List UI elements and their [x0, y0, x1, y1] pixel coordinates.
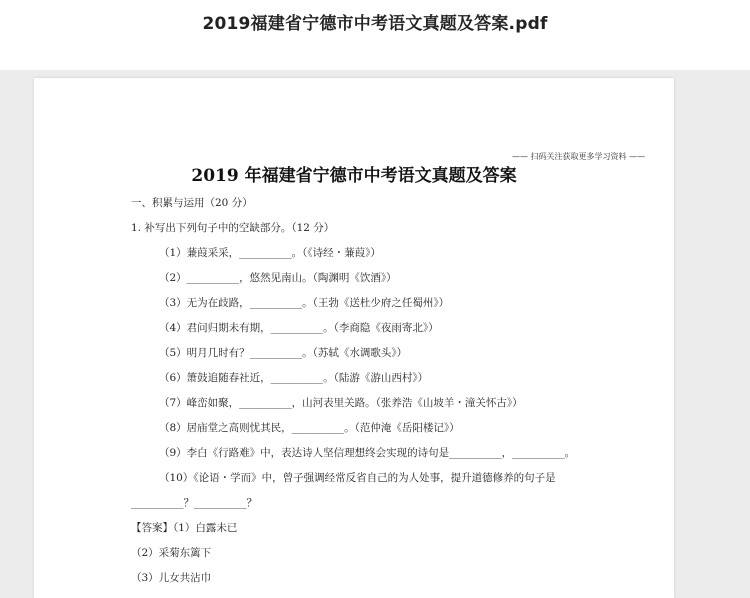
question-line: 1. 补写出下列句子中的空缺部分。（12 分） — [131, 222, 335, 234]
question-line: （10）《论语・学而》中，曾子强调经常反省自己的为人处事，提升道德修养的句子是 — [159, 472, 556, 484]
answer-line: 【答案】（1）白露未已 — [131, 522, 238, 534]
watermark-text: —— 扫码关注获取更多学习资料 —— — [512, 152, 646, 161]
question-line: （9）李白《行路难》中，表达诗人坚信理想终会实现的诗句是__________，__________。 — [159, 447, 576, 459]
question-line: （2）__________，悠然见南山。（陶渊明《饮酒》） — [159, 272, 397, 284]
answer-line: （2）采菊东篱下 — [131, 547, 212, 559]
question-line: （5）明月几时有？__________。（苏轼《水调歌头》） — [159, 347, 408, 359]
question-line: （1）蒹葭采采，__________。（《诗经・蒹葭》） — [159, 247, 381, 259]
question-line: （4）君问归期未有期，__________。（李商隐《夜雨寄北》） — [159, 322, 439, 334]
question-line: （8）居庙堂之高则忧其民，__________。（范仲淹《岳阳楼记》） — [159, 422, 460, 434]
answer-line: （3）儿女共沾巾 — [131, 572, 212, 584]
question-line: __________？__________？ — [131, 497, 257, 509]
file-title: 2019福建省宁德市中考语文真题及答案.pdf — [202, 14, 548, 34]
question-line: （6）箫鼓追随春社近，__________。（陆游《游山西村》） — [159, 372, 429, 384]
section-heading: 一、积累与运用（20 分） — [131, 197, 253, 209]
document-page — [34, 78, 674, 598]
question-line: （7）峰峦如聚，__________，山河表里关路。（张养浩《山坡羊・潼关怀古》） — [159, 397, 523, 409]
document-title: 2019 年福建省宁德市中考语文真题及答案 — [191, 166, 517, 186]
viewer-header — [0, 0, 750, 70]
question-line: （3）无为在歧路，__________。（王勃《送杜少府之任蜀州》） — [159, 297, 450, 309]
